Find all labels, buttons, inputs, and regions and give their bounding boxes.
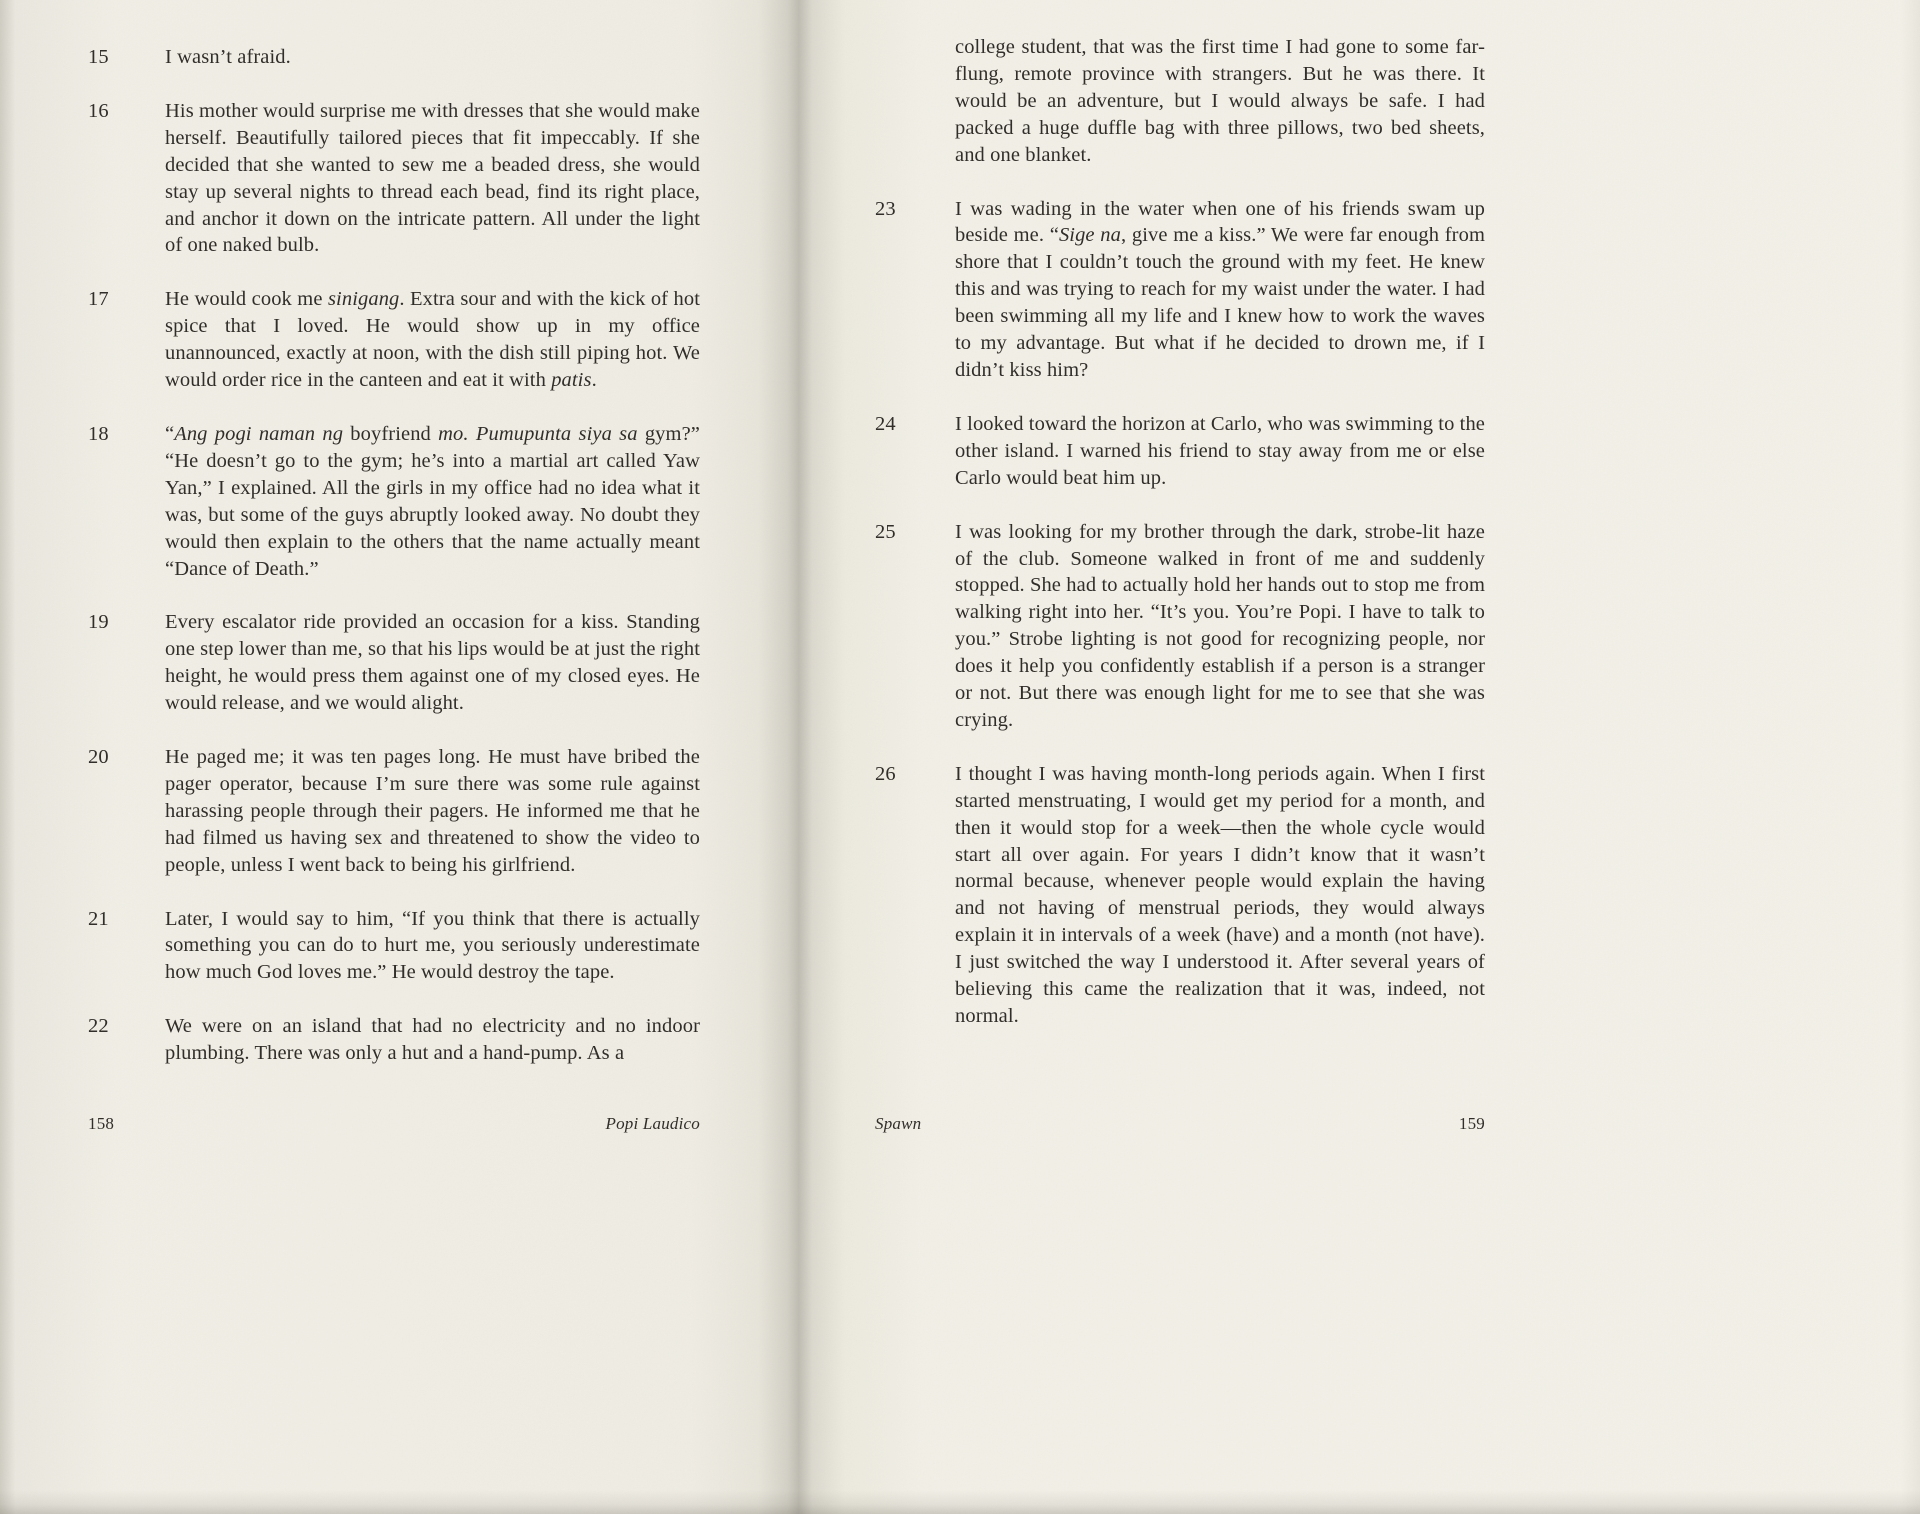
paragraph-number: 24	[875, 412, 896, 435]
paragraph-text: He paged me; it was ten pages long. He must have bribed the pager operator, because I’m sure there was some rule against harassing people through their pagers. He informed me that he had filmed us having sex and threatened to show the video to people, unless I went back to being his girlfriend.	[165, 746, 700, 876]
paragraph-22	[88, 1013, 700, 1067]
paragraph-text: “Ang pogi naman ng boyfriend mo. Pumupunta siya sa gym?” “He doesn’t go to the gym; he’s into a martial art called Yaw Yan,” I explained. All the girls in my office had no idea what it was, but some of the guys abruptly looked away. No doubt they would then explain to the others that the name actually meant “Dance of Death.”	[165, 422, 700, 580]
paragraph-number-empty	[875, 34, 955, 169]
paragraph-text: I wasn’t afraid.	[165, 46, 291, 68]
paragraph-26	[875, 761, 1485, 1030]
left-page-content	[88, 44, 700, 1067]
paragraph-number: 15	[88, 46, 109, 68]
paragraph-text: We were on an island that had no electricity and no indoor plumbing. There was only a hut and a hand-pump. As a	[165, 1015, 700, 1065]
left-page-number: 158	[88, 1114, 115, 1133]
paragraph-25	[875, 519, 1485, 734]
running-footer-title: Spawn	[875, 1114, 922, 1133]
paragraph-number: 26	[875, 762, 896, 785]
right-page	[800, 0, 1920, 1514]
paragraph-number: 17	[88, 288, 109, 311]
paragraph-number: 22	[88, 1015, 109, 1038]
paragraph-text: college student, that was the first time I had gone to some far-flung, remote province with strangers. But he was there. It would be an adventure, but I would always be safe. I had packed a huge duffle bag with three pillows, two bed sheets, and one blanket.	[955, 36, 1485, 166]
right-page-number: 159	[1458, 1114, 1485, 1133]
paragraph-24	[875, 411, 1485, 492]
left-page	[0, 0, 790, 1514]
paragraph-number: 20	[88, 746, 109, 769]
paragraph-text: I looked toward the horizon at Carlo, who was swimming to the other island. I warned his friend to stay away from me or else Carlo would beat him up.	[955, 412, 1485, 489]
right-page-content	[875, 34, 1485, 1030]
paragraph-21	[88, 906, 700, 987]
paragraph-text: His mother would surprise me with dresses that she would make herself. Beautifully tailored pieces that fit impeccably. If she decided that she wanted to sew me a beaded dress, she would stay up several nights to thread each bead, find its right place, and anchor it down on the intricate pattern. All under the light of one naked bulb.	[165, 99, 700, 257]
paragraph-16	[88, 98, 700, 259]
paragraph-text: I thought I was having month-long periods again. When I first started menstruating, I would get my period for a month, and then it would stop for a week—then the whole cycle would start all over again. For years I didn’t know that it wasn’t normal because, whenever people would explain the having and not having of menstrual periods, they would always explain it in intervals of a week (have) and a month (not have). I just switched the way I understood it. After several years of believing this came the realization that it was, indeed, not normal.	[955, 762, 1485, 1027]
paragraph-17	[88, 286, 700, 394]
running-footer-author: Popi Laudico	[605, 1114, 700, 1133]
paragraph-22-continuation	[875, 34, 1485, 169]
paragraph-18	[88, 421, 700, 582]
paragraph-text: Later, I would say to him, “If you think that there is actually something you can do to hurt me, you seriously underestimate how much God loves me.” He would destroy the tape.	[165, 907, 700, 984]
paragraph-number: 21	[88, 907, 109, 930]
paragraph-text: I was looking for my brother through the dark, strobe-lit haze of the club. Someone walked in front of me and suddenly stopped. She had to actually hold her hands out to stop me from walking right into her. “It’s you. You’re Popi. I have to talk to you.” Strobe lighting is not good for recognizing people, nor does it help you confidently establish if a person is a stranger or not. But there was enough light for me to see that she was crying.	[955, 520, 1485, 731]
paragraph-19	[88, 609, 700, 717]
paragraph-number: 23	[875, 197, 896, 220]
paragraph-number: 25	[875, 520, 896, 543]
left-page-footer	[88, 1114, 700, 1134]
paragraph-number: 19	[88, 611, 109, 634]
paragraph-text: He would cook me sinigang. Extra sour and with the kick of hot spice that I loved. He would show up in my office unannounced, exactly at noon, with the dish still piping hot. We would order rice in the canteen and eat it with patis.	[165, 288, 700, 392]
paragraph-text: Every escalator ride provided an occasion for a kiss. Standing one step lower than me, so that his lips would be at just the right height, he would press them against one of my closed eyes. He would release, and we would alight.	[165, 611, 700, 715]
paragraph-text: I was wading in the water when one of his friends swam up beside me. “Sige na, give me a kiss.” We were far enough from shore that I couldn’t touch the ground with my feet. He knew this and was trying to reach for my waist under the water. I had been swimming all my life and I knew how to work the waves to my advantage. But what if he decided to drown me, if I didn’t kiss him?	[955, 197, 1485, 381]
paragraph-20	[88, 744, 700, 879]
paragraph-15	[88, 44, 700, 71]
right-page-footer	[875, 1114, 1485, 1134]
paragraph-number: 18	[88, 422, 109, 445]
paragraph-23	[875, 196, 1485, 384]
paragraph-number: 16	[88, 99, 109, 122]
